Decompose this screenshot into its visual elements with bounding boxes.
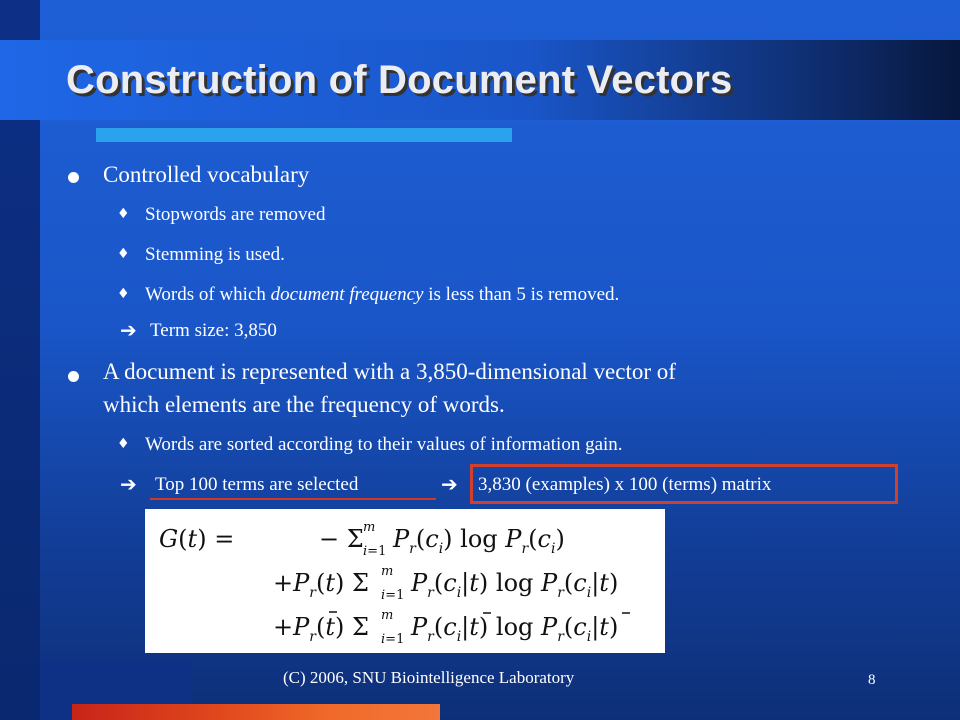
bullet-document-line2: which elements are the frequency of words. (103, 392, 505, 417)
sum-upper: m (381, 564, 394, 579)
bullet-dot-icon (68, 172, 79, 183)
formula-line-2: $+P_r(t)$ Σ (273, 569, 369, 601)
title-underline (96, 128, 512, 142)
formula-line-2-body: $P_r(c_i|t)$ $\log P_r(c_i|t)$ (411, 569, 619, 601)
bullet-controlled-vocabulary: Controlled vocabulary (103, 162, 310, 187)
sub-bullet-stemming: Stemming is used. (145, 244, 285, 265)
bottom-accent-bar (72, 704, 440, 720)
diamond-icon: ♦ (117, 436, 130, 452)
top-100-terms-text: Top 100 terms are selected (155, 474, 359, 495)
sum-lower: i=1 (363, 544, 387, 559)
sum-lower: i=1 (381, 588, 405, 603)
sub-bullet-information-gain: Words are sorted according to their values of information gain. (145, 434, 623, 455)
page-number: 8 (868, 672, 876, 688)
highlight-underline (150, 498, 436, 500)
diamond-icon: ♦ (117, 286, 130, 302)
formula-line-1: − Σ (319, 525, 364, 553)
diamond-icon: ♦ (117, 206, 130, 222)
bullet-document-line1: A document is represented with a 3,850-dimensional vector of (103, 359, 676, 384)
right-arrow-icon: ➔ (120, 318, 137, 342)
formula-line-3-body: $P_r(c_i|t)$ $\log P_r(c_i|t)$ (411, 613, 619, 645)
formula-line-3: $+P_r(t)$ Σ (273, 613, 369, 645)
bullet-dot-icon (68, 371, 79, 382)
sum-upper: m (363, 520, 376, 535)
slide-title: Construction of Document Vectors (66, 58, 733, 102)
formula-svg (145, 509, 665, 653)
footer-text: (C) 2006, SNU Biointelligence Laboratory (283, 668, 575, 687)
sub-bullet-text-pre: Words of which (145, 284, 271, 305)
highlight-box (470, 464, 898, 504)
sum-lower: i=1 (381, 632, 405, 647)
sub-bullet-document-frequency (145, 284, 619, 306)
diamond-icon: ♦ (117, 246, 130, 262)
sum-upper: m (381, 608, 394, 623)
right-arrow-icon: ➔ (120, 472, 137, 496)
right-arrow-icon: ➔ (441, 472, 458, 496)
sub-bullet-text-post: is less than 5 is removed. (423, 284, 620, 305)
formula-label: G(t) = (159, 525, 235, 553)
term-size-line: Term size: 3,850 (150, 320, 277, 341)
sub-bullet-text-em: document frequency (270, 284, 424, 305)
matrix-size-text: 3,830 (examples) x 100 (terms) matrix (478, 474, 772, 495)
sub-bullet-stopwords: Stopwords are removed (145, 204, 326, 225)
formula-line-1-body: $P_r(c_i)$ $\log P_r(c_i)$ (393, 525, 565, 557)
information-gain-formula (145, 509, 665, 653)
